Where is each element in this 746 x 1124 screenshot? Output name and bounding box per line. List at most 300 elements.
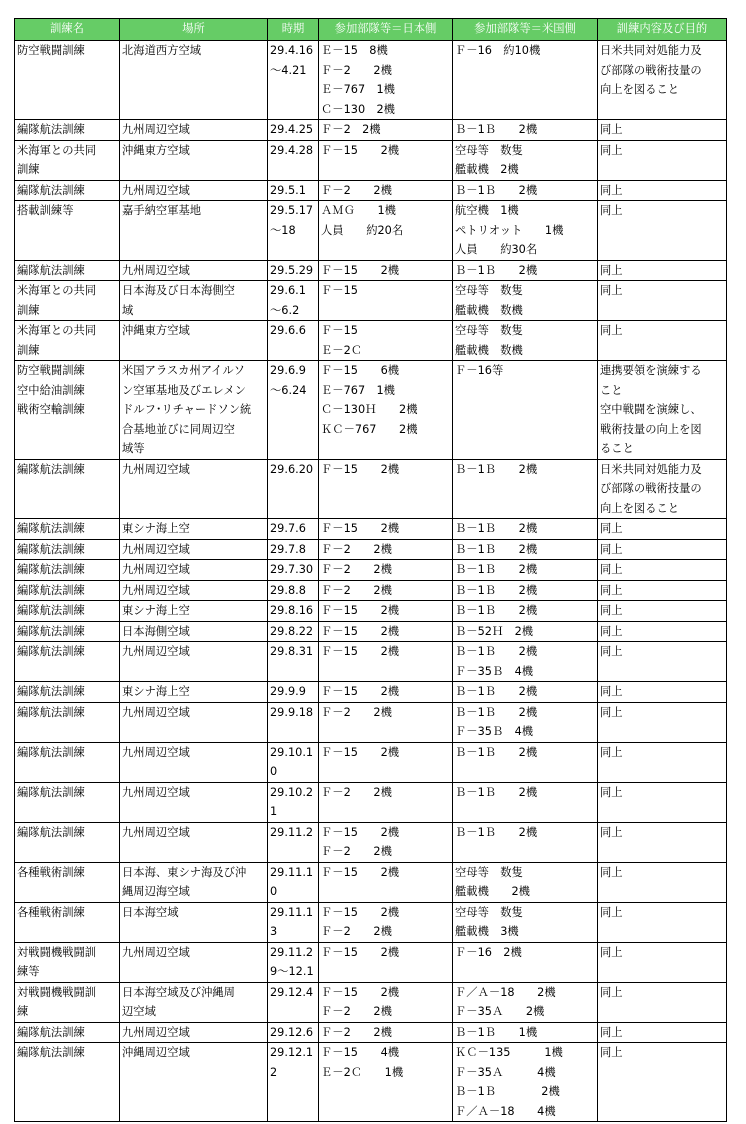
us-units-cell (453, 361, 598, 460)
training-name-cell (15, 982, 120, 1022)
period-cell (268, 361, 319, 460)
cell-text: Ｆ－15 2機 (321, 825, 400, 839)
cell-text: ～6.24 (270, 383, 307, 397)
cell-text: Ｂ－1Ｂ 2機 (455, 785, 538, 799)
cell-text: 沖縄東方空域 (122, 324, 190, 337)
japan-units-cell (319, 642, 453, 682)
us-units-cell (453, 459, 598, 519)
table-row (15, 682, 727, 703)
us-units-cell (453, 539, 598, 560)
purpose-cell (598, 321, 727, 361)
us-units-cell (453, 1043, 598, 1122)
period-cell (268, 782, 319, 822)
cell-text: 編隊航法訓練 (17, 604, 85, 617)
cell-text: 人員 約30名 (455, 243, 538, 256)
period-cell (268, 642, 319, 682)
cell-text: Ｆ－16 約10機 (455, 44, 541, 57)
us-units-cell (453, 201, 598, 261)
purpose-cell (598, 120, 727, 141)
cell-text: Ｂ－1Ｂ 2機 (455, 563, 538, 576)
cell-text: Ｆ－15 (321, 324, 358, 337)
cell-text: 連携要領を演練する (600, 364, 702, 377)
cell-text: 29.10.2 (270, 785, 314, 799)
cell-text: 米国アラスカ州アイルソ (122, 364, 245, 377)
purpose-cell (598, 560, 727, 581)
cell-text: 域 (122, 303, 134, 317)
table-row (15, 459, 727, 519)
cell-text: 同上 (600, 865, 623, 879)
cell-text: 空母等 数隻 (455, 324, 523, 337)
training-name-cell (15, 180, 120, 201)
period-cell (268, 41, 319, 120)
cell-text: Ｂ－52Ｈ 2機 (455, 624, 534, 638)
us-units-cell (453, 942, 598, 982)
cell-text: 戦術技量の向上を図 (600, 422, 702, 436)
cell-text: 同上 (600, 542, 623, 556)
cell-text: Ｆ－2 2機 (321, 925, 392, 938)
period-cell (268, 1043, 319, 1122)
cell-text: 編隊航法訓練 (17, 123, 85, 136)
us-units-cell (453, 41, 598, 120)
location-cell (120, 702, 268, 742)
purpose-cell (598, 459, 727, 519)
japan-units-cell (319, 459, 453, 519)
location-cell (120, 902, 268, 942)
purpose-cell (598, 361, 727, 460)
cell-text: 29.11.1 (270, 905, 314, 919)
cell-text: 29.7.30 (270, 563, 314, 576)
location-cell (120, 580, 268, 601)
cell-text: Ｆ－15 2機 (321, 263, 400, 277)
cell-text: 29.4.25 (270, 123, 314, 136)
japan-units-cell (319, 260, 453, 281)
cell-text: 練 (17, 1005, 29, 1018)
cell-text: 日本海、東シナ海及び沖 (122, 865, 247, 879)
us-units-cell (453, 902, 598, 942)
cell-text: 北海道西方空域 (122, 44, 202, 57)
cell-text: Ｂ－1Ｂ 2機 (455, 542, 538, 556)
us-units-cell (453, 1022, 598, 1043)
table-row (15, 140, 727, 180)
purpose-cell (598, 260, 727, 281)
cell-text: 九州周辺空域 (122, 785, 190, 799)
cell-text: 同上 (600, 945, 623, 959)
cell-text: 空母等 数隻 (455, 284, 523, 297)
cell-text: Ｆ－16等 (455, 364, 504, 377)
header-us-units: 参加部隊等＝米国側 (453, 19, 598, 41)
cell-text: 編隊航法訓練 (17, 1046, 85, 1059)
training-table-container (14, 18, 726, 1122)
cell-text: 米海軍との共同 (17, 143, 97, 157)
cell-text: び部隊の戦術技量の (600, 63, 702, 77)
cell-text: ドルフ･リチャードソン統 (122, 403, 252, 416)
cell-text: 空中給油訓練 (17, 383, 85, 397)
location-cell (120, 682, 268, 703)
purpose-cell (598, 702, 727, 742)
cell-text: Ｆ－2 2機 (321, 123, 381, 136)
purpose-cell (598, 982, 727, 1022)
training-name-cell (15, 539, 120, 560)
table-row (15, 742, 727, 782)
cell-text: 日本海側空域 (122, 624, 190, 638)
purpose-cell (598, 1022, 727, 1043)
cell-text: 29.11.2 (270, 945, 314, 959)
cell-text: 九州周辺空域 (122, 745, 190, 759)
location-cell (120, 120, 268, 141)
japan-units-cell (319, 902, 453, 942)
table-row (15, 260, 727, 281)
period-cell (268, 459, 319, 519)
cell-text: 同上 (600, 645, 623, 658)
japan-units-cell (319, 702, 453, 742)
us-units-cell (453, 560, 598, 581)
cell-text: 29.5.29 (270, 263, 314, 277)
cell-text: Ｆ－35Ｂ 4機 (455, 725, 534, 738)
cell-text: 同上 (600, 143, 623, 157)
period-cell (268, 260, 319, 281)
cell-text: 艦載機 数機 (455, 303, 523, 317)
purpose-cell (598, 580, 727, 601)
cell-text: Ｆ－15 6機 (321, 364, 400, 377)
cell-text: 九州周辺空域 (122, 583, 190, 597)
location-cell (120, 862, 268, 902)
location-cell (120, 539, 268, 560)
japan-units-cell (319, 982, 453, 1022)
cell-text: 東シナ海上空 (122, 522, 190, 535)
table-row (15, 560, 727, 581)
cell-text: 空中戦闘を演練し、 (600, 403, 702, 416)
cell-text: 9～12.1 (270, 965, 314, 978)
period-cell (268, 942, 319, 982)
cell-text: 航空機 1機 (455, 204, 519, 217)
header-training-name: 訓練名 (15, 19, 120, 41)
cell-text: Ｆ／Ａ－18 2機 (455, 985, 556, 999)
cell-text: 29.6.1 (270, 284, 306, 297)
cell-text: 九州周辺空域 (122, 645, 190, 658)
table-row (15, 782, 727, 822)
cell-text: 空母等 数隻 (455, 865, 523, 879)
location-cell (120, 459, 268, 519)
training-name-cell (15, 580, 120, 601)
period-cell (268, 201, 319, 261)
cell-text: Ｆ－15 2機 (321, 522, 400, 535)
training-name-cell (15, 1022, 120, 1043)
cell-text: Ｅ－767 1機 (321, 383, 395, 397)
cell-text: 0 (270, 765, 278, 778)
training-name-cell (15, 260, 120, 281)
period-cell (268, 1022, 319, 1043)
cell-text: 同上 (600, 905, 623, 919)
location-cell (120, 321, 268, 361)
cell-text: ～18 (270, 223, 296, 237)
us-units-cell (453, 682, 598, 703)
cell-text: 艦載機 2機 (455, 163, 519, 176)
period-cell (268, 560, 319, 581)
us-units-cell (453, 519, 598, 540)
cell-text: 編隊航法訓練 (17, 624, 85, 638)
training-name-cell (15, 822, 120, 862)
cell-text: Ｆ－2 2機 (321, 705, 392, 719)
cell-text: 向上を図ること (600, 501, 680, 515)
cell-text: 訓練 (17, 303, 40, 317)
cell-text: 九州周辺空域 (122, 1025, 190, 1039)
japan-units-cell (319, 281, 453, 321)
table-row (15, 942, 727, 982)
table-header-row (15, 19, 727, 41)
cell-text: Ｆ－35Ａ 4機 (455, 1065, 556, 1079)
japan-units-cell (319, 782, 453, 822)
cell-text: 九州周辺空域 (122, 123, 190, 136)
location-cell (120, 201, 268, 261)
cell-text: ること (600, 442, 634, 455)
cell-text: 29.9.9 (270, 685, 306, 698)
training-name-cell (15, 321, 120, 361)
cell-text: 艦載機 数機 (455, 343, 523, 357)
japan-units-cell (319, 601, 453, 622)
cell-text: 同上 (600, 583, 623, 597)
training-name-cell (15, 742, 120, 782)
training-name-cell (15, 621, 120, 642)
us-units-cell (453, 862, 598, 902)
purpose-cell (598, 201, 727, 261)
cell-text: 九州周辺空域 (122, 183, 190, 197)
us-units-cell (453, 702, 598, 742)
cell-text: Ｂ－1Ｂ 2機 (455, 583, 538, 597)
purpose-cell (598, 539, 727, 560)
cell-text: 同上 (600, 123, 623, 136)
table-row (15, 519, 727, 540)
table-body (15, 41, 727, 1122)
location-cell (120, 822, 268, 862)
purpose-cell (598, 621, 727, 642)
cell-text: 嘉手納空軍基地 (122, 204, 202, 217)
cell-text: 向上を図ること (600, 83, 680, 96)
cell-text: 九州周辺空域 (122, 945, 190, 959)
cell-text: 29.5.17 (270, 204, 314, 217)
header-japan-units: 参加部隊等＝日本側 (319, 19, 453, 41)
table-row (15, 120, 727, 141)
location-cell (120, 260, 268, 281)
table-row (15, 41, 727, 120)
training-name-cell (15, 862, 120, 902)
period-cell (268, 180, 319, 201)
cell-text: 29.8.31 (270, 645, 314, 658)
cell-text: 日米共同対処能力及 (600, 44, 702, 57)
period-cell (268, 580, 319, 601)
purpose-cell (598, 682, 727, 703)
table-row (15, 321, 727, 361)
cell-text: 訓練 (17, 343, 40, 357)
location-cell (120, 742, 268, 782)
us-units-cell (453, 742, 598, 782)
cell-text: Ｃ－130Ｈ 2機 (321, 403, 418, 416)
cell-text: Ｅ－2Ｃ (321, 343, 363, 357)
japan-units-cell (319, 560, 453, 581)
training-name-cell (15, 201, 120, 261)
cell-text: 対戦闘機戦闘訓 (17, 985, 97, 999)
location-cell (120, 560, 268, 581)
period-cell (268, 982, 319, 1022)
table-row (15, 862, 727, 902)
cell-text: Ｆ－2 2機 (321, 63, 392, 77)
table-row (15, 702, 727, 742)
cell-text: ～6.2 (270, 303, 300, 317)
cell-text: 編隊航法訓練 (17, 563, 85, 576)
cell-text: 29.8.16 (270, 604, 314, 617)
japan-units-cell (319, 822, 453, 862)
cell-text: 訓練 (17, 163, 40, 176)
training-name-cell (15, 902, 120, 942)
cell-text: 各種戦術訓練 (17, 905, 85, 919)
cell-text: 九州周辺空域 (122, 705, 190, 719)
cell-text: 同上 (600, 563, 623, 576)
cell-text: 編隊航法訓練 (17, 522, 85, 535)
cell-text: ＡＭＧ 1機 (321, 204, 396, 217)
period-cell (268, 742, 319, 782)
cell-text: 同上 (600, 1025, 623, 1039)
cell-text: 29.12.6 (270, 1025, 314, 1039)
cell-text: Ｆ－15 2機 (321, 945, 400, 959)
cell-text: 29.12.1 (270, 1046, 314, 1059)
cell-text: Ｅ－2Ｃ 1機 (321, 1065, 404, 1079)
cell-text: 同上 (600, 785, 623, 799)
cell-text: 同上 (600, 204, 623, 217)
cell-text: 艦載機 3機 (455, 925, 519, 938)
table-row (15, 281, 727, 321)
us-units-cell (453, 580, 598, 601)
period-cell (268, 281, 319, 321)
cell-text: Ｂ－1Ｂ 2機 (455, 645, 538, 658)
cell-text: 同上 (600, 825, 623, 839)
japan-units-cell (319, 361, 453, 460)
cell-text: 29.6.6 (270, 324, 306, 337)
us-units-cell (453, 260, 598, 281)
cell-text: 編隊航法訓練 (17, 462, 85, 476)
cell-text: 編隊航法訓練 (17, 685, 85, 698)
cell-text: 搭載訓練等 (17, 204, 74, 217)
cell-text: Ｅ－767 1機 (321, 83, 395, 96)
location-cell (120, 601, 268, 622)
cell-text: Ｆ－15 2機 (321, 462, 400, 476)
us-units-cell (453, 601, 598, 622)
japan-units-cell (319, 519, 453, 540)
cell-text: こと (600, 383, 623, 397)
table-row (15, 1022, 727, 1043)
cell-text: 29.4.16 (270, 44, 314, 57)
cell-text: Ｆ－15 2機 (321, 645, 400, 658)
cell-text: Ｂ－1Ｂ 2機 (455, 123, 538, 136)
cell-text: 対戦闘機戦闘訓 (17, 945, 97, 959)
japan-units-cell (319, 1022, 453, 1043)
cell-text: 同上 (600, 1046, 623, 1059)
us-units-cell (453, 621, 598, 642)
us-units-cell (453, 822, 598, 862)
japan-units-cell (319, 580, 453, 601)
period-cell (268, 519, 319, 540)
cell-text: ＫＣ－767 2機 (321, 422, 418, 436)
training-name-cell (15, 41, 120, 120)
cell-text: Ｂ－1Ｂ 2機 (455, 522, 538, 535)
cell-text: 九州周辺空域 (122, 263, 190, 277)
location-cell (120, 782, 268, 822)
cell-text: Ｆ－2 2機 (321, 845, 392, 858)
us-units-cell (453, 782, 598, 822)
cell-text: 米海軍との共同 (17, 324, 97, 337)
cell-text: 29.6.9 (270, 364, 306, 377)
cell-text: 空母等 数隻 (455, 905, 523, 919)
cell-text: Ｆ－2 2機 (321, 583, 392, 597)
purpose-cell (598, 642, 727, 682)
cell-text: Ｂ－1Ｂ 2機 (455, 462, 538, 476)
period-cell (268, 902, 319, 942)
cell-text: 沖縄周辺空域 (122, 1046, 190, 1059)
training-name-cell (15, 560, 120, 581)
training-name-cell (15, 120, 120, 141)
cell-text: Ｆ－15 2機 (321, 604, 400, 617)
header-purpose: 訓練内容及び目的 (598, 19, 727, 41)
cell-text: 編隊航法訓練 (17, 645, 85, 658)
cell-text: 同上 (600, 522, 623, 535)
cell-text: び部隊の戦術技量の (600, 482, 702, 495)
purpose-cell (598, 902, 727, 942)
cell-text: ン空軍基地及びエレメン (122, 383, 246, 397)
cell-text: 同上 (600, 985, 623, 999)
cell-text: Ｆ－2 2機 (321, 785, 392, 799)
cell-text: 戦術空輸訓練 (17, 403, 85, 416)
cell-text: 沖縄東方空域 (122, 143, 190, 157)
us-units-cell (453, 982, 598, 1022)
cell-text: Ｆ－15 2機 (321, 905, 400, 919)
japan-units-cell (319, 942, 453, 982)
cell-text: 日米共同対処能力及 (600, 462, 702, 476)
cell-text: Ｆ－15 2機 (321, 685, 400, 698)
purpose-cell (598, 862, 727, 902)
cell-text: 29.9.18 (270, 705, 314, 719)
cell-text: 編隊航法訓練 (17, 825, 85, 839)
cell-text: Ｆ－15 2機 (321, 624, 400, 638)
purpose-cell (598, 601, 727, 622)
cell-text: Ｆ－16 2機 (455, 945, 522, 959)
cell-text: Ｂ－1Ｂ 2機 (455, 1085, 560, 1098)
cell-text: Ｂ－1Ｂ 2機 (455, 183, 538, 197)
cell-text: 同上 (600, 705, 623, 719)
cell-text: 1 (270, 805, 278, 818)
japan-units-cell (319, 201, 453, 261)
cell-text: Ｆ－15 2機 (321, 143, 400, 157)
training-name-cell (15, 1043, 120, 1122)
cell-text: Ｂ－1Ｂ 2機 (455, 745, 538, 759)
period-cell (268, 120, 319, 141)
cell-text: Ｂ－1Ｂ 2機 (455, 263, 538, 277)
period-cell (268, 601, 319, 622)
cell-text: 29.4.28 (270, 143, 314, 157)
cell-text: 編隊航法訓練 (17, 583, 85, 597)
us-units-cell (453, 281, 598, 321)
cell-text: 米海軍との共同 (17, 284, 97, 297)
cell-text: 合基地並びに同周辺空 (122, 422, 235, 436)
cell-text: 九州周辺空域 (122, 825, 190, 839)
cell-text: 29.11.1 (270, 865, 314, 879)
cell-text: 同上 (600, 284, 623, 297)
cell-text: Ｆ－15 (321, 284, 358, 297)
cell-text: 九州周辺空域 (122, 462, 190, 476)
cell-text: 29.8.22 (270, 624, 314, 638)
cell-text: Ｆ－15 2機 (321, 985, 400, 999)
training-name-cell (15, 459, 120, 519)
purpose-cell (598, 942, 727, 982)
cell-text: 同上 (600, 183, 623, 197)
training-name-cell (15, 140, 120, 180)
